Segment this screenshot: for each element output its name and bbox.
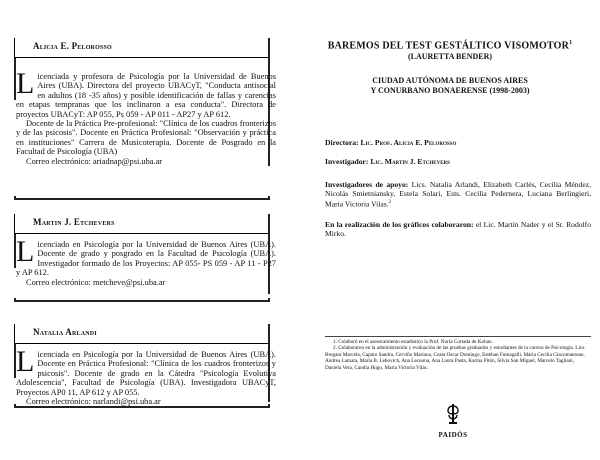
author-header-1 — [14, 38, 270, 58]
book-place: CIUDAD AUTÓNOMA DE BUENOS AIRES Y CONURBANO BONAERENSE (1998-2003) — [370, 76, 530, 95]
bio-paragraph: Licenciada y profesora de Psicología por la Universidad de Buenos Aires (UBA). Directora del proyecto UBACyT, "Conducta antisocial en adultos (18 -35 años) y posible identificación de fallas y carencias en etapas tempranas que los inclinaron a esa conducta". Directora de proyectos UBACyT: AP 055, Ps 059 - AP 011 - AP27 y AP 612. — [16, 67, 276, 119]
author-bio-1 — [16, 67, 276, 166]
graphics-collaborators: En la realización de los gráficos colaboraron: el Lic. Martín Nader y el Sr. Rodolfo Mirko. — [325, 220, 591, 238]
publisher-logo — [433, 402, 473, 439]
bio-paragraph: Docente de la Práctica Pre-profesional: "Clínica de los cuadros fronterizos y de las psicosis". Docente en Práctica Profesional: "Observación y práctica en instituciones" Carrera de Musicoterapia. Docente de Posgrado en la Facultad de Psicología (UBA) — [16, 119, 276, 157]
author-name: Natalia Arlandi — [14, 324, 270, 344]
email: Correo electrónico: narlandi@psi.uba.ar — [26, 397, 161, 407]
author-header-2 — [14, 214, 270, 234]
investigator-line: Investigador: Lic. Martin J. Etchevers — [325, 157, 450, 166]
paidos-emblem-icon — [445, 402, 461, 426]
book-title: BAREMOS DEL TEST GESTÁLTICO VISOMOTOR$^1$ — [327, 40, 573, 52]
support-investigators: Investigadores de apoyo: Lics. Natalia Arlandi, Elizabeth Carlés, Cecilia Méndez, Nicolás Smietniansky, Estela Solari, Ests. Cecilia Pedernera, Luciana Berlingieri, María Victoria Vilas.$^2$ — [325, 180, 591, 209]
bio-paragraph: Licenciada en Psicología por la Universidad de Buenos Aires (UBA). Docente en Práctica Profesional: "Clínica de los cuadros fronterizos y psicosis". Docente de grado en la Cátedra "Psicología Evolutiva Adolescencia", Facultad de Psicología (UBA). Investigadora UBACyT, Proyectos AP0 11, AP 612 y AP 055. — [16, 345, 276, 397]
footnote: 2. Colaboraron en la administración y evaluación de las pruebas graduados y estudiantes de la carrera de Psicología. Lics. Bregant Marcela, Caputo Sandra, Cerviño Mariana, Costa Oscar Domingo, Esteban Fumagalli, María Cecilia Giacomantone, Andrea Lamata, María B. Lebovich, Ana Lecuona, Ana Laura Pasta, Karina Pitón, Silvia San Miguel, Marcelo Tagliani, Daniela Vera, Candia Hugo, María Victoria Vilas. — [325, 345, 586, 371]
publisher-name: PAIDÓS — [438, 431, 468, 439]
frame-bottom — [14, 196, 270, 200]
frame-bottom — [14, 298, 270, 302]
author-bio-2 — [16, 235, 276, 287]
email: Correo electrónico: metcheve@psi.uba.ar — [26, 277, 166, 287]
right-page — [300, 0, 600, 460]
footnote: 1. Colaboró en el asesoramiento estadístico la Prof. Nuria Cortada de Kohan. — [333, 339, 493, 345]
footnotes — [325, 336, 591, 371]
author-name: Alicia E. Pelorosso — [14, 38, 270, 58]
author-header-3 — [14, 324, 270, 344]
author-name: Martin J. Etchevers — [14, 214, 270, 234]
frame-bottom — [14, 404, 270, 408]
author-bio-3 — [16, 345, 276, 407]
bio-paragraph: Licenciado en Psicología por la Universidad de Buenos Aires (UBA). Docente de grado y posgrado en la Facultad de Psicología (UBA). Investigador formado de los Proyectos: AP 055- PS 059 - AP 11 - P27 y AP 612. — [16, 235, 276, 278]
email: Correo electrónico: ariadnap@psi.uba.ar — [26, 156, 163, 166]
left-page — [0, 0, 290, 460]
book-subtitle: (LAURETTA BENDER) — [407, 52, 493, 61]
director-line: Directora: Lic. Prof. Alicia E. Pelorosso — [325, 138, 457, 147]
